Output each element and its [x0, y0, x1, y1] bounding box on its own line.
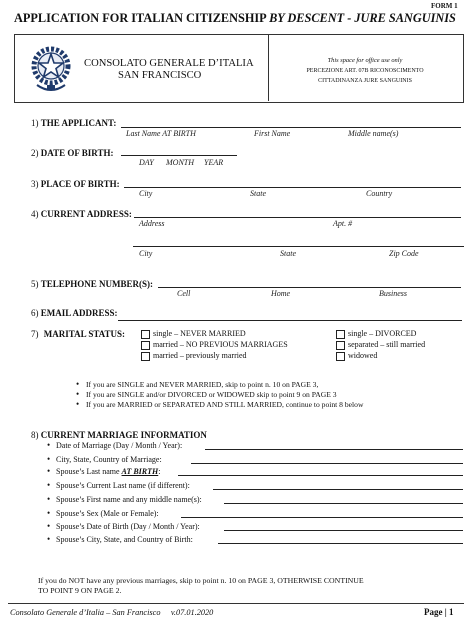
address-zip-caption: Zip Code: [389, 249, 419, 258]
section-number: 7): [31, 329, 39, 339]
phone-label: [31, 279, 153, 289]
applicant-field[interactable]: [121, 127, 461, 128]
spouse-last-name-text: Spouse’s Last name: [56, 467, 122, 476]
address-state-caption: State: [280, 249, 296, 258]
instruction-item: • If you are SINGLE and NEVER MARRIED, skip to point n. 10 on PAGE 3,: [86, 380, 318, 389]
section-label: CURRENT MARRIAGE INFORMATION: [40, 430, 207, 440]
pob-country-caption: Country: [366, 189, 393, 198]
email-label: [31, 308, 118, 318]
pob-field[interactable]: [124, 187, 461, 188]
title-italic: BY DESCENT - JURE SANGUINIS: [269, 11, 456, 25]
phone-business-caption: Business: [379, 289, 407, 298]
address-apt-caption: Apt. #: [333, 219, 353, 228]
marriage-date-label: • Date of Marriage (Day / Month / Year):: [56, 441, 182, 450]
footer-rule: [8, 603, 464, 604]
spouse-sex-field[interactable]: [181, 517, 463, 518]
section-number: 6): [31, 308, 39, 318]
section-number: 1): [31, 118, 39, 128]
section-label: CURRENT ADDRESS:: [40, 209, 132, 219]
spouse-dob-label: • Spouse’s Date of Birth (Day / Month / Year):: [56, 522, 200, 531]
form-label: FORM 1: [431, 2, 458, 10]
consulate-name: CONSOLATO GENERALE D’ITALIA: [84, 58, 254, 69]
spouse-current-last-name-label: • Spouse’s Current Last name (if different):: [56, 481, 190, 490]
instruction-item: • If you are MARRIED or SEPARATED AND STILL MARRIED, continue to point 8 below: [86, 400, 363, 409]
spouse-sex-label: • Spouse’s Sex (Male or Female):: [56, 509, 159, 518]
consulate-city: SAN FRANCISCO: [118, 70, 202, 81]
section-label: PLACE OF BIRTH:: [40, 179, 120, 189]
applicant-middle-name-caption: Middle name(s): [348, 129, 399, 138]
dob-day-caption: DAY: [139, 158, 154, 167]
marriage-section-label: [31, 430, 207, 440]
pob-label: [31, 179, 120, 189]
section-label: THE APPLICANT:: [40, 118, 117, 128]
section-number: 2): [31, 148, 39, 158]
option-married-previously: married – previously married: [153, 351, 247, 360]
spouse-birth-last-name-label: [56, 467, 160, 476]
closing-note-cont: TO POINT 9 ON PAGE 2.: [38, 586, 122, 595]
section-number: 3): [31, 179, 39, 189]
option-widowed: widowed: [348, 351, 378, 360]
instruction-item: • If you are SINGLE and/or DIVORCED or WIDOWED skip to point 9 on PAGE 3: [86, 390, 337, 399]
section-number: 8): [31, 430, 39, 440]
checkbox-separated[interactable]: [336, 341, 345, 350]
page-title: [14, 11, 456, 26]
marital-label: [31, 329, 125, 339]
checkbox-single-never-married[interactable]: [141, 330, 150, 339]
address-street-caption: Address: [139, 219, 165, 228]
phone-cell-caption: Cell: [177, 289, 191, 298]
address-city-caption: City: [139, 249, 153, 258]
spouse-birth-last-name-field[interactable]: [178, 475, 463, 476]
option-separated: separated – still married: [348, 340, 426, 349]
address-city-field[interactable]: [133, 246, 464, 247]
section-number: 4): [31, 209, 39, 219]
spouse-first-name-field[interactable]: [224, 503, 463, 504]
pob-state-caption: State: [250, 189, 266, 198]
option-married-no-previous: married – NO PREVIOUS MARRIAGES: [153, 340, 288, 349]
option-single-divorced: single – DIVORCED: [348, 329, 417, 338]
checkbox-single-divorced[interactable]: [336, 330, 345, 339]
office-use-code: PERCEZIONE ART. 07B RICONOSCIMENTO: [306, 68, 424, 74]
dob-month-caption: MONTH: [166, 158, 195, 167]
phone-home-caption: Home: [271, 289, 291, 298]
checkbox-married-no-previous[interactable]: [141, 341, 150, 350]
spouse-last-name-emphasis: AT BIRTH: [121, 467, 159, 476]
section-label: EMAIL ADDRESS:: [40, 308, 118, 318]
spouse-last-name-colon: :: [158, 467, 161, 476]
section-label: MARITAL STATUS:: [43, 329, 126, 339]
spouse-first-name-label: • Spouse’s First name and any middle name(s):: [56, 495, 202, 504]
dob-year-caption: YEAR: [204, 158, 224, 167]
dob-field[interactable]: [121, 155, 237, 156]
office-use-type: CITTADINANZA JURE SANGUINIS: [318, 78, 412, 84]
option-single-never-married: single – NEVER MARRIED: [153, 329, 246, 338]
address-label: [31, 209, 132, 219]
dob-label: [31, 148, 113, 158]
section-label: DATE OF BIRTH:: [40, 148, 114, 158]
italian-emblem-icon: [26, 39, 76, 95]
spouse-pob-label: • Spouse’s City, State, and Country of Birth:: [56, 535, 193, 544]
checkbox-married-previously[interactable]: [141, 352, 150, 361]
section-number: 5): [31, 279, 39, 289]
title-main: APPLICATION FOR ITALIAN CITIZENSHIP: [14, 11, 270, 25]
marriage-date-field[interactable]: [205, 449, 463, 450]
spouse-dob-field[interactable]: [224, 530, 463, 531]
applicant-label: [31, 118, 116, 128]
applicant-last-name-caption: Last Name AT BIRTH: [126, 129, 196, 138]
address-street-field[interactable]: [134, 217, 461, 218]
pob-city-caption: City: [139, 189, 153, 198]
marriage-place-label: • City, State, Country of Marriage:: [56, 455, 162, 464]
footer-left: Consolato Generale d’Italia – San Francisco v.07.01.2020: [10, 608, 214, 617]
checkbox-widowed[interactable]: [336, 352, 345, 361]
email-field[interactable]: [118, 320, 462, 321]
closing-note: If you do NOT have any previous marriages, skip to point n. 10 on PAGE 3, OTHERWISE CONTINUE: [38, 576, 364, 585]
spouse-pob-field[interactable]: [218, 543, 463, 544]
phone-field[interactable]: [158, 287, 461, 288]
section-label: TELEPHONE NUMBER(S):: [40, 279, 154, 289]
marriage-place-field[interactable]: [191, 463, 463, 464]
applicant-first-name-caption: First Name: [254, 129, 291, 138]
page-number: Page | 1: [424, 607, 454, 617]
office-use-note: This space for office use only: [327, 57, 403, 64]
spouse-current-last-name-field[interactable]: [213, 489, 463, 490]
